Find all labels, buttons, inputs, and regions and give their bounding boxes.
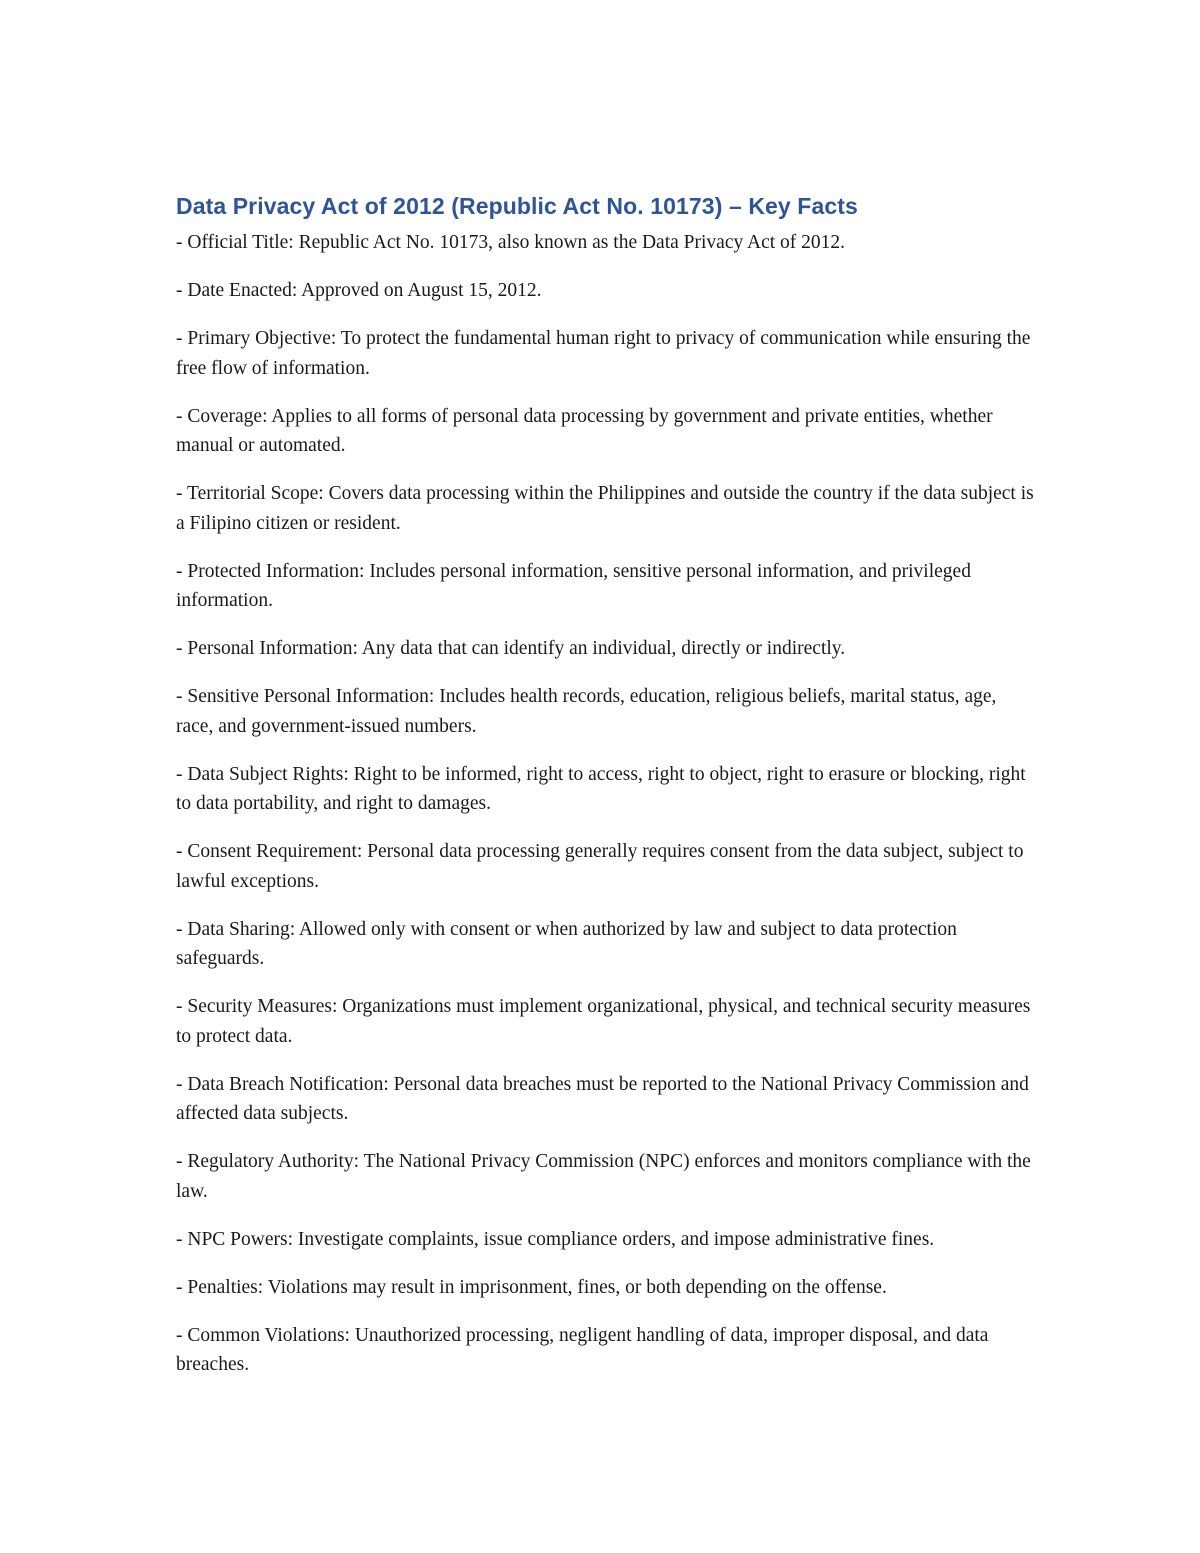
fact-penalties: - Penalties: Violations may result in imprisonment, fines, or both depending on the offense. bbox=[176, 1276, 887, 1298]
document-title: Data Privacy Act of 2012 (Republic Act No. 10173) – Key Facts bbox=[176, 193, 858, 219]
fact-personal-information: - Personal Information: Any data that can identify an individual, directly or indirectly. bbox=[176, 638, 846, 659]
fact-sensitive-personal-information: - Sensitive Personal Information: Includes health records, education, religious beliefs, marital status, age, race, and government-issued numbers. bbox=[176, 686, 997, 737]
fact-official-title: - Official Title: Republic Act No. 10173, also known as the Data Privacy Act of 2012. bbox=[176, 232, 846, 253]
fact-regulatory-authority: - Regulatory Authority: The National Privacy Commission (NPC) enforces and monitors compliance with the law. bbox=[176, 1151, 1031, 1202]
fact-coverage: - Coverage: Applies to all forms of personal data processing by government and private entities, whether manual or automated. bbox=[176, 405, 993, 456]
fact-protected-information: - Protected Information: Includes personal information, sensitive personal information, and privileged information. bbox=[176, 560, 971, 611]
fact-consent-requirement: - Consent Requirement: Personal data processing generally requires consent from the data subject, subject to lawful exceptions. bbox=[176, 841, 1024, 892]
document-content bbox=[176, 190, 1036, 1398]
fact-date-enacted: - Date Enacted: Approved on August 15, 2012. bbox=[176, 280, 542, 301]
fact-common-violations: - Common Violations: Unauthorized processing, negligent handling of data, improper disposal, and data breaches. bbox=[176, 1324, 989, 1375]
fact-data-subject-rights: - Data Subject Rights: Right to be informed, right to access, right to object, right to erasure or blocking, right to data portability, and right to damages. bbox=[176, 763, 1026, 814]
fact-npc-powers: - NPC Powers: Investigate complaints, issue compliance orders, and impose administrative fines. bbox=[176, 1228, 935, 1250]
fact-primary-objective: - Primary Objective: To protect the fundamental human right to privacy of communication while ensuring the free flow of information. bbox=[176, 328, 1031, 379]
fact-data-sharing: - Data Sharing: Allowed only with consent or when authorized by law and subject to data protection safeguards. bbox=[176, 918, 957, 969]
fact-data-breach-notification: - Data Breach Notification: Personal data breaches must be reported to the National Privacy Commission and affected data subjects. bbox=[176, 1073, 1029, 1124]
fact-security-measures: - Security Measures: Organizations must implement organizational, physical, and technical security measures to protect data. bbox=[176, 996, 1031, 1047]
fact-territorial-scope: - Territorial Scope: Covers data processing within the Philippines and outside the country if the data subject is a Filipino citizen or resident. bbox=[176, 483, 1034, 534]
